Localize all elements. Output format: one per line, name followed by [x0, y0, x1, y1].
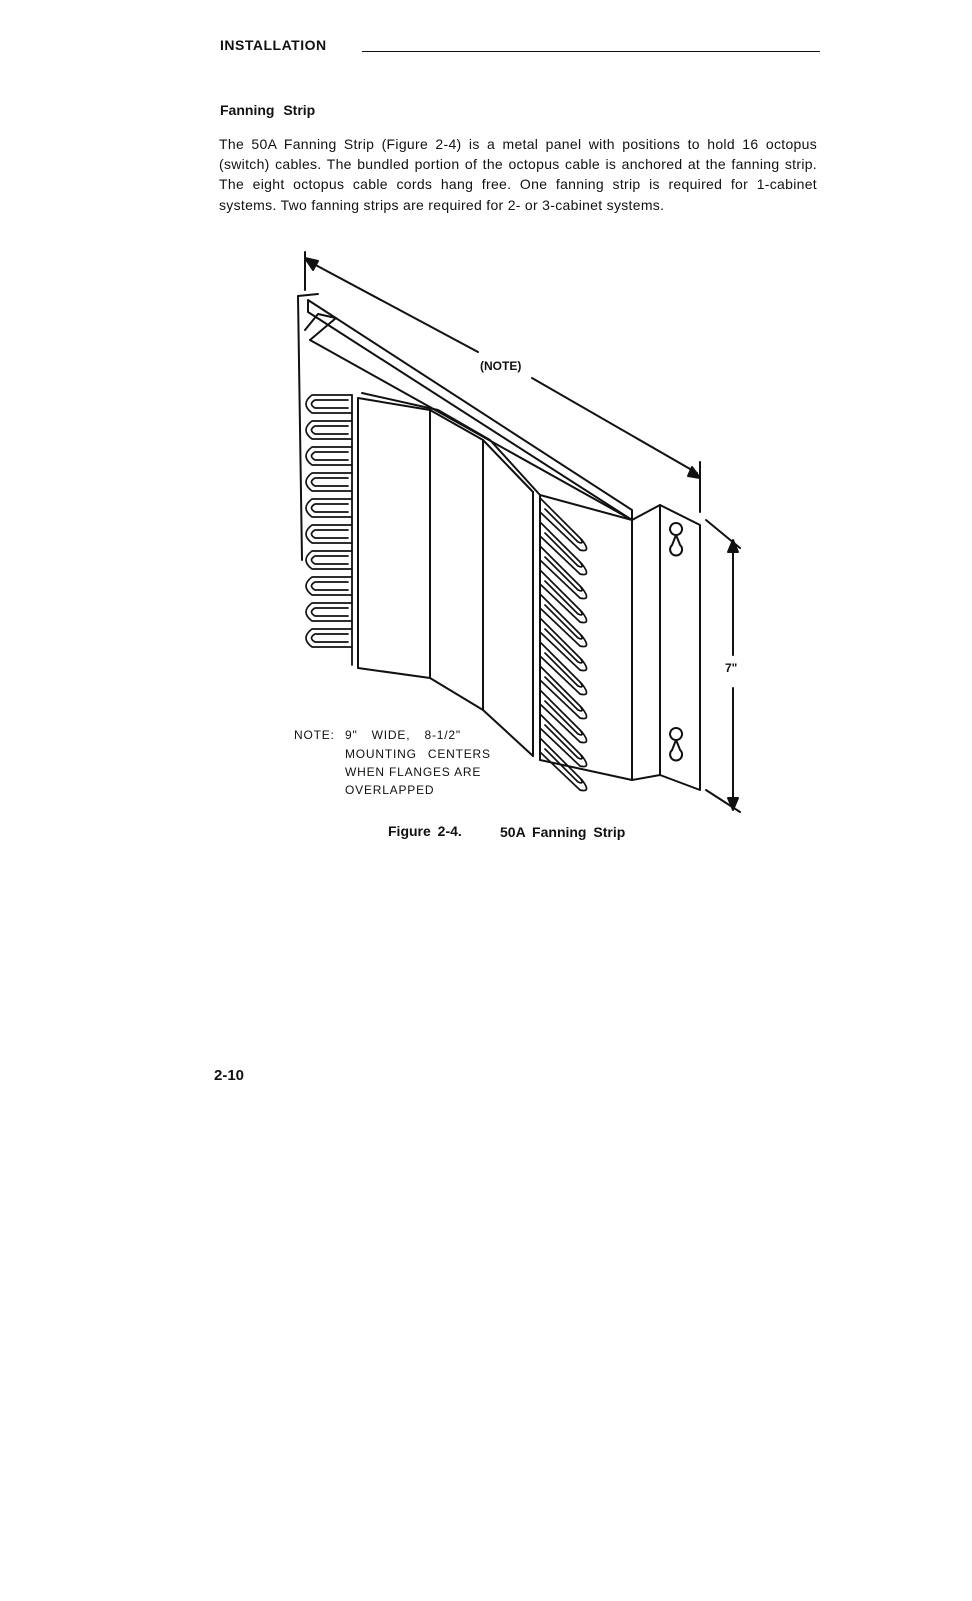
right-cable-slots [540, 498, 587, 791]
left-cable-slot [306, 629, 352, 647]
left-cable-slot [306, 499, 352, 517]
running-header: INSTALLATION [220, 37, 327, 53]
left-cable-slot [306, 473, 352, 491]
figure-note-line: 9" WIDE, 8-1/2" [345, 728, 461, 742]
header-rule [362, 51, 820, 52]
panel-folds [358, 393, 540, 756]
left-cable-slots [306, 395, 352, 647]
figure-note-line: OVERLAPPED [345, 783, 435, 797]
body-paragraph: The 50A Fanning Strip (Figure 2-4) is a metal panel with positions to hold 16 octopus (switch) cables. The bundled portion of the octopus cable is anchored at the fanning strip. The eight octopus cable cords hang free. One fanning strip is required for 1-cabinet systems. Two fanning strips are required for 2- or 3-cabinet systems. [219, 136, 817, 213]
left-cable-slot [306, 551, 352, 569]
figure-note-line: MOUNTING CENTERS [345, 747, 491, 761]
left-cable-slot [306, 577, 352, 595]
left-cable-slot [306, 421, 352, 439]
width-dimension [305, 252, 700, 512]
left-cable-slot [306, 395, 352, 413]
figure-caption-number: Figure 2-4. [388, 823, 462, 839]
figure-note-label: NOTE: [294, 728, 335, 742]
left-cable-slot [306, 447, 352, 465]
left-cable-slot [306, 603, 352, 621]
keyhole-top [670, 523, 682, 555]
page-number: 2-10 [214, 1067, 245, 1084]
section-heading: Fanning Strip [220, 102, 316, 118]
panel-bevel [308, 300, 632, 520]
height-label: 7" [725, 661, 738, 675]
keyhole-bottom [670, 728, 682, 760]
right-slot-rail [533, 492, 540, 760]
left-cable-slot [306, 525, 352, 543]
figure-caption-title: 50A Fanning Strip [500, 824, 626, 840]
width-label: (NOTE) [480, 359, 522, 373]
figure-note-line: WHEN FLANGES ARE [345, 765, 482, 779]
